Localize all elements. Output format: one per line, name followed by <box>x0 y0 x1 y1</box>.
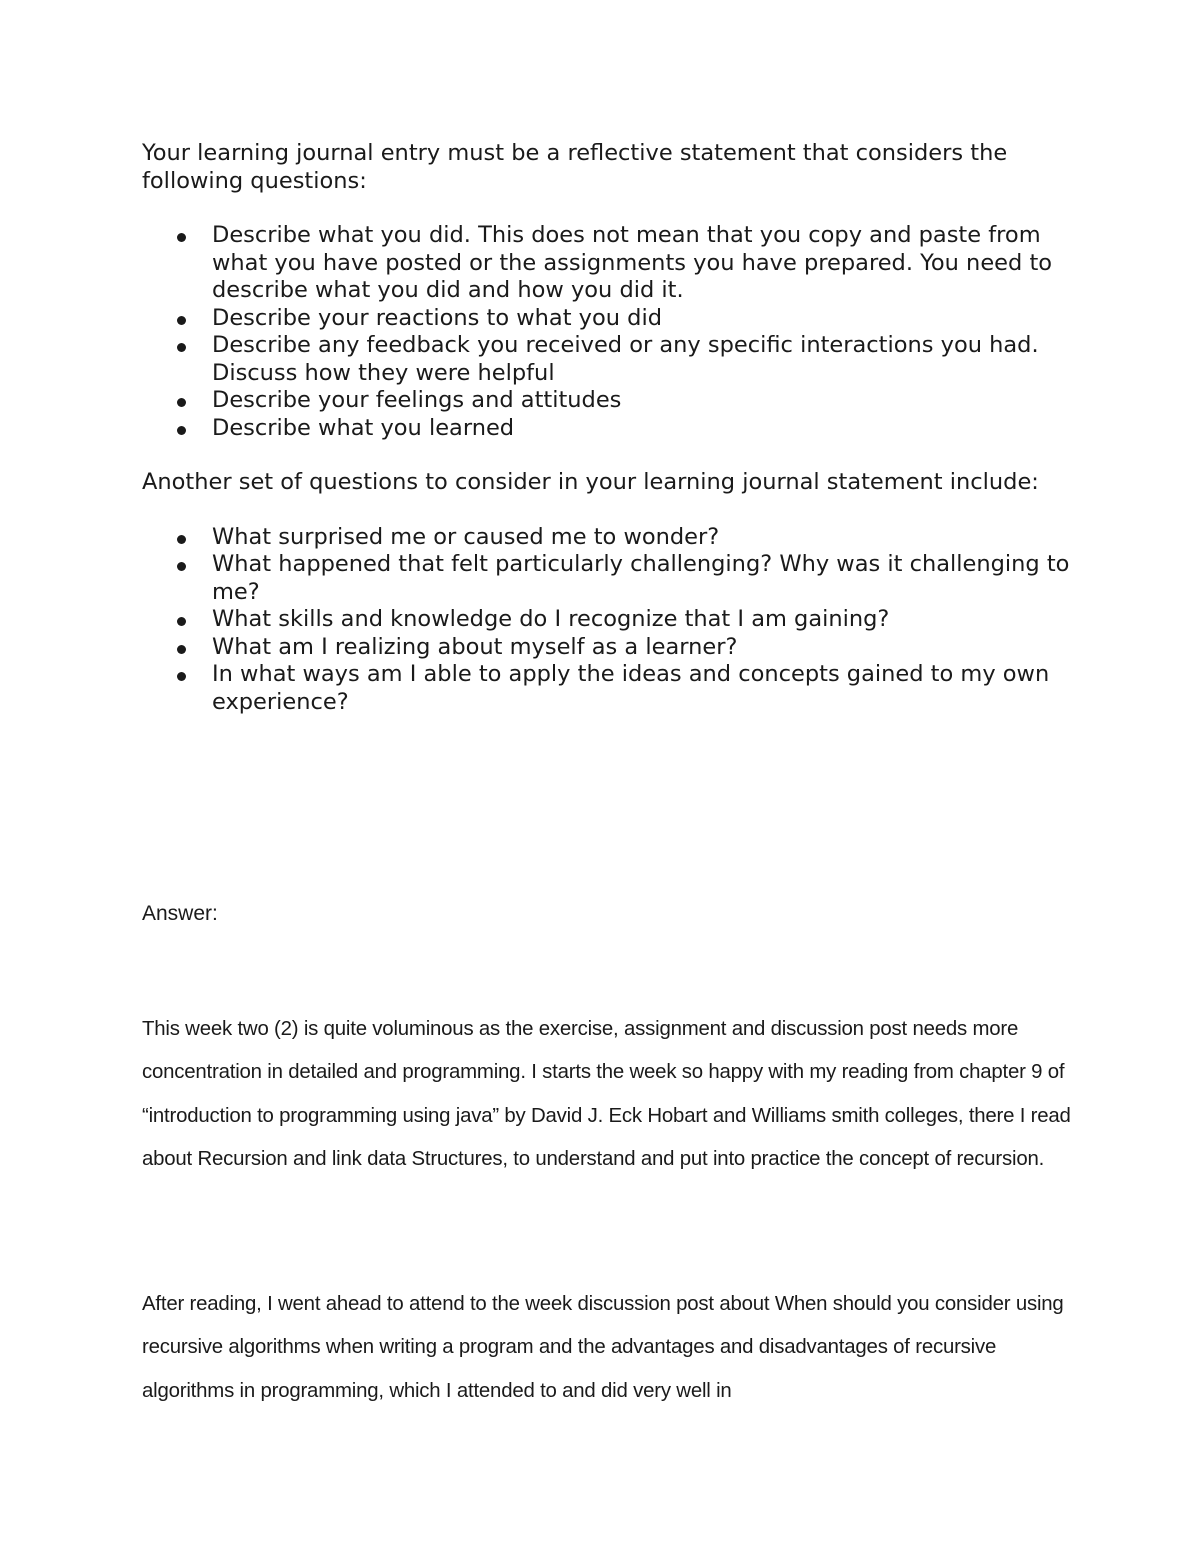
list-item <box>142 332 1072 387</box>
list-item-text: Describe what you did. This does not mean that you copy and paste from what you have posted or the assignments you have prepared. You need to describe what you did and how you did it. <box>212 222 1053 303</box>
instructions-intro: Your learning journal entry must be a reflective statement that considers the following questions: <box>142 140 1008 194</box>
list-item-text: Describe your reactions to what you did <box>212 304 662 331</box>
list-item <box>142 305 1072 333</box>
bullet-icon <box>177 316 186 325</box>
list-item-text: What happened that felt particularly challenging? Why was it challenging to me? <box>212 551 1070 605</box>
bullet-icon <box>177 398 186 407</box>
list-item-text: What surprised me or caused me to wonder? <box>212 523 720 550</box>
bullet-icon <box>177 562 186 571</box>
list-item <box>142 634 1072 662</box>
list-item-text: Describe your feelings and attitudes <box>212 387 622 413</box>
list-item <box>142 524 1072 552</box>
answer-heading: Answer: <box>142 902 218 925</box>
bullet-icon <box>177 617 186 626</box>
bullet-icon <box>177 233 186 242</box>
list-item <box>142 606 1072 634</box>
bullet-icon <box>177 645 186 654</box>
list-item-text: What skills and knowledge do I recognize that I am gaining? <box>212 606 890 632</box>
list-item-text: What am I realizing about myself as a learner? <box>212 633 738 660</box>
journal-instructions <box>142 140 1072 743</box>
reflection-questions-list <box>142 222 1072 442</box>
additional-questions-list <box>142 524 1072 717</box>
list-item-text: Describe what you learned <box>212 414 515 441</box>
instructions-intro-2: Another set of questions to consider in your learning journal statement include: <box>142 469 1039 495</box>
list-item <box>142 661 1072 716</box>
list-item-text: In what ways am I able to apply the ideas and concepts gained to my own experience? <box>212 661 1050 715</box>
list-item <box>142 415 1072 443</box>
bullet-icon <box>177 672 186 681</box>
bullet-icon <box>177 535 186 544</box>
list-item-text: Describe any feedback you received or any specific interactions you had. Discuss how they were helpful <box>212 332 1039 386</box>
list-item <box>142 222 1072 305</box>
bullet-icon <box>177 343 186 352</box>
list-item <box>142 387 1072 415</box>
bullet-icon <box>177 426 186 435</box>
answer-paragraph-2: After reading, I went ahead to attend to the week discussion post about When should you consider using recursive algorithms when writing a program and the advantages and disadvantages of recursive algorithms in programming, which I attended to and did very well in <box>142 1293 1064 1402</box>
answer-paragraph-1: This week two (2) is quite voluminous as the exercise, assignment and discussion post needs more concentration in detailed and programming. I starts the week so happy with my reading from chapter 9 of “introduction to programming using java” by David J. Eck Hobart and Williams smith colleges, there I read about Recursion and link data Structures, to understand and put into practice the concept of recursion. <box>142 1018 1071 1170</box>
list-item <box>142 551 1072 606</box>
